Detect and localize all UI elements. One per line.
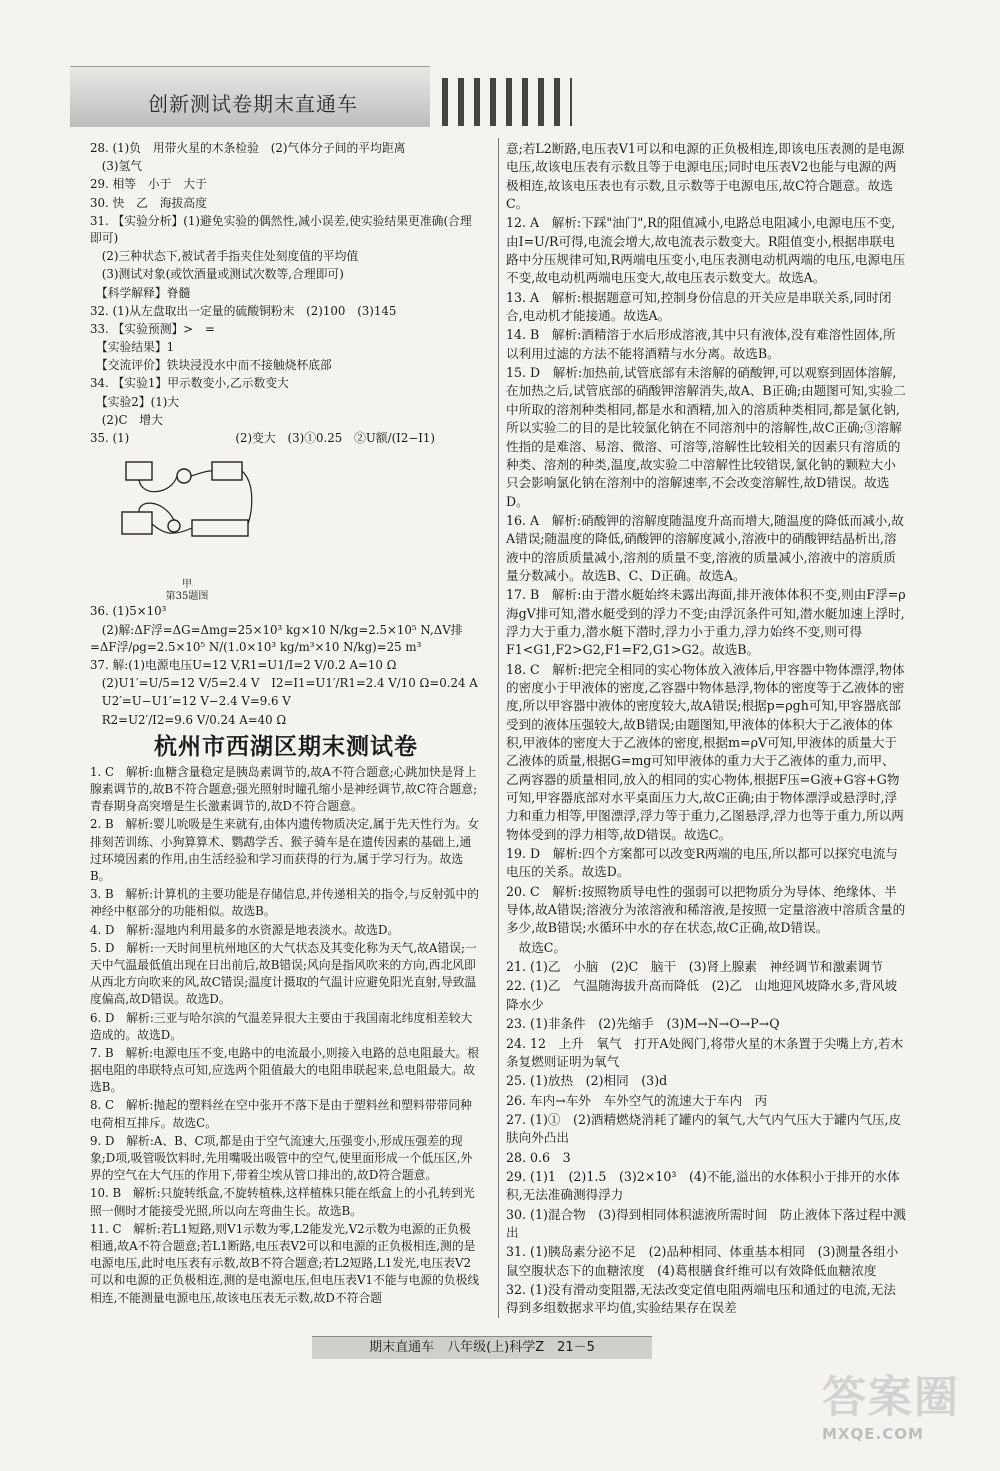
answer-item: 11. C 解析:若L1短路,则V1示数为零,L2能发光,V2示数为电源的正负极相通,故A不符合题意;若L1断路,电压表V2可以和电源的正负极相连,测的是电源电压,此时电压表有示数,故B不符合题意;若L2短路,L1发光,电压表V2可以和电源的正负极相连,测的是电源电压,但电压表V1不能与电源的负极线相连,不能测量电源电压,故该电压表无示数,故D不符合题 [90,1221,480,1305]
answer-item: 36. (1)5×10³ [90,604,167,619]
answer-item: 7. B 解析:电源电压不变,电路中的电流最小,则接入电路的总电阻最大。根据电阻的串联特点可知,应选两个阻值最大的电阻串联起来,总电阻最大。故选B。 [90,1045,480,1095]
figure-caption-b: 第35题图 [165,591,209,603]
answer-item: 9. D 解析:A、B、C项,都是由于空气流速大,压强变小,形成压强差的现象;D项,吸管吸饮料时,先用嘴吸出吸管中的空气,使里面形成一个低压区,外界的空气在大气压的作用下,带着尘埃从管口排出的,故D符合题意。 [90,1133,473,1183]
answer-item: (2)解:ΔF浮=ΔG=Δmg=25×10³ kg×10 N/kg=2.5×10⁵ N,ΔV排=ΔF浮/ρg=2.5×10⁵ N/(1.0×10³ kg/m³×10 N/kg)=25 m³ [90,622,463,654]
answer-item: 15. D 解析:加热前,试管底部有未溶解的硝酸钾,可以观察到固体溶解,在加热之后,试管底部的硝酸钾溶解消失,故A、B正确;由题图可知,实验二中所取的溶剂种类相同,都是水和酒精,加入的溶质种类相同,都是氯化钠,所以实验二的目的是比较氯化钠在不同溶剂中的溶解性,故C正确;③溶解性指的是难溶、易溶、微溶、可溶等,溶解性比较相关的因素只有溶质的种类、溶剂的种类,温度,故实验二中溶解性比较错误,氯化钠的颗粒大小只会影响氯化钠在溶剂中的溶解速率,不会改变溶解性,故D错误。故选D。 [506,365,906,509]
left-column [90,140,482,1308]
answer-item: 20. C 解析:按照物质导电性的强弱可以把物质分为导体、绝缘体、半导体,故A错误;溶液分为浓溶液和稀溶液,是按照一定量溶液中溶质含量的多少,故B错误;水循环中水的存在状态,故C正确,故D错误。 [506,883,906,936]
column-divider [498,138,499,1318]
answer-item: 故选C。 [506,939,567,955]
answer-item: 30. (1)混合物 (3)得到相同体积滤液所需时间 防止液体下落过程中溅出 [506,1206,906,1240]
section-title: 杭州市西湖区期末测试卷 [154,733,418,760]
answer-item: 23. (1)非条件 (2)先缩手 (3)M→N→O→P→Q [506,1016,780,1032]
answer-item: 4. D 解析:湿地内利用最多的水资源是地表淡水。故选D。 [90,922,400,937]
answer-item: 31. (1)胰岛素分泌不足 (2)品种相同、体重基本相同 (3)测量各组小鼠空腹状态下的血糖浓度 (4)葛根膳食纤维可以有效降低血糖浓度 [506,1244,899,1278]
watermark-small: MXQE.COM [822,1425,924,1443]
answer-item: 32. (1)从左盘取出一定量的硫酸铜粉末 (2)100 (3)145 [90,303,397,318]
answer-item: 16. A 解析:硝酸钾的溶解度随温度升高而增大,随温度的降低而减小,故A错误;随温度的降低,硝酸钾的溶解度减小,溶液中的硝酸钾结晶析出,溶液中的溶质质量减小,溶剂的质量不变,溶液的质量减小,溶液中的溶质质量分数减小。故选B、C、D正确。故选A。 [506,512,905,583]
answer-item: 28. 0.6 3 [506,1149,571,1165]
watermark-big: 答案圈 [822,1372,960,1423]
answer-item: 【实验2】(1)大 [90,394,180,409]
right-column [506,140,906,1319]
answer-item: 1. C 解析:血糖含量稳定是胰岛素调节的,故A不符合题意;心跳加快是肾上腺素调节的,故B不符合题意;强光照射时瞳孔缩小是神经调节,故C符合题意;青春期身高突增是生长激素调节的,故D不符合题意。 [90,764,478,814]
answer-item: 8. C 解析:抛起的塑料丝在空中张开不落下是由于塑料丝和塑料带带同种电荷相互排斥。故选C。 [90,1098,472,1130]
answer-item: 32. (1)没有滑动变阻器,无法改变定值电阻两端电压和通过的电流,无法得到多组数据求平均值,实验结果存在误差 [506,1281,896,1316]
answer-item: 29. 相等 小于 大于 [90,177,207,192]
answer-item: 33. 【实验预测】> = [90,321,215,336]
page-footer: 期末直通车 八年级(上)科学Z 21－5 [312,1336,652,1359]
answer-item: 28. (1)负 用带火星的木条检验 (2)气体分子间的平均距离 [90,141,406,155]
answer-item: 18. C 解析:把完全相同的实心物体放入液体后,甲容器中物体漂浮,物体的密度小于甲液体的密度,乙容器中物体悬浮,物体的密度等于乙液体的密度,所以甲容器中液体的密度较大,故A错误;根据p=ρgh可知,甲容器底部受到的液体压强较大,故B错误;由题图知,甲液体的体积大于乙液体的体积,甲液体的密度大于乙液体的密度,根据m=ρV可知,甲液体的质量大于乙液体的质量,根据G=mg可知甲液体的重力大于乙液体的重力,而甲、乙两容器的质量相同,放入的相同的实心物体,根据F压=G液+G容+G物可知,甲容器底部对水平桌面压力大,故C正确;由于物体漂浮或悬浮时,浮力和重力相等,甲图漂浮,浮力等于重力,乙图悬浮,浮力也等于重力,所以两物体受到的浮力相等,故D错误。故选C。 [506,661,905,842]
answer-item: 意;若L2断路,电压表V1可以和电源的正负极相连,即该电压表测的是电源电压,故该电压表有示数且等于电源电压;同时电压表V2也能与电源的两极相连,故该电压表也有示数,且示数等于电源电压,故C符合题意。故选C。 [506,141,905,212]
header-stripes [442,78,572,126]
answer-item: (2)U1′=U/5=12 V/5=2.4 V I2=I1=U1′/R1=2.4 V/10 Ω=0.24 A [90,676,478,691]
answer-item: 13. A 解析:根据题意可知,控制身份信息的开关应是串联关系,同时闭合,电动机才能接通。故选A。 [506,289,892,324]
q35-text: 35. (1) (2)变大 (3)①0.25 ②U额/(I2−I1) [90,431,435,445]
answer-item: 19. D 解析:四个方案都可以改变R两端的电压,所以都可以探究电流与电压的关系。故选D。 [506,846,898,880]
answer-item: 26. 车内→车外 车外空气的流速大于车内 丙 [506,1092,768,1108]
answer-item: 21. (1)乙 小脑 (2)C 脑干 (3)肾上腺素 神经调节和激素调节 [506,959,883,975]
answer-item: (3)氢气 [90,159,143,174]
answer-item: 29. (1)1 (2)1.5 (3)2×10³ (4)不能,溢出的水体积小于排开的水体积,无法准确测得浮力 [506,1168,900,1203]
answer-item: 22. (1)乙 气温随海拔升高而降低 (2)乙 山地迎风坡降水多,背风坡降水少 [506,978,898,1012]
answer-item: 14. B 解析:酒精溶于水后形成溶液,其中只有液体,没有难溶性固体,所以利用过滤的方法不能将酒精与水分离。故选B。 [506,327,896,361]
answer-item: U2′=U−U1′=12 V−2.4 V=9.6 V [90,694,291,709]
answer-item: 【实验结果】1 [90,340,175,355]
answer-item: R2=U2′/I2=9.6 V/0.24 A=40 Ω [90,712,287,727]
answer-item: 【交流评价】铁块浸没水中而不接触烧杯底部 [90,358,332,373]
figure-caption-a: 甲 [182,579,192,591]
answer-item: 3. B 解析:计算机的主要功能是存储信息,并传递相关的指令,与反射弧中的神经中枢部分的功能相似。故选B。 [90,887,480,919]
answer-item: 【科学解释】脊髓 [90,285,191,300]
answer-item: 30. 快 乙 海拔高度 [90,195,207,210]
answer-item: 24. 12 上升 氧气 打开A处阀门,将带火星的木条置于尖嘴上方,若木条复燃则证明为氧气 [506,1035,904,1069]
answer-item: 34. 【实验1】甲示数变小,乙示数变大 [90,376,289,391]
answer-item: 25. (1)放热 (2)相同 (3)d [506,1073,668,1089]
answer-item: 2. B 解析:婴儿吮吸是生来就有,由体内遗传物质决定,属于先天性行为。女排刻苦训练、小狗算算术、鹦鹉学舌、猴子骑车是在遗传因素的基础上,通过环境因素的作用,由生活经验和学习而获得的行为,属于学习行为。故选B。 [90,817,480,883]
answer-item: 6. D 解析:三亚与哈尔滨的气温差异很大主要由于我国南北纬度相差较大造成的。故选D。 [90,1010,473,1042]
header-title: 创新测试卷期末直通车 [148,92,358,116]
circuit-diagram [112,454,262,572]
answer-item: 27. (1)① (2)酒精燃烧消耗了罐内的氧气,大气内气压大于罐内气压,皮肤向外凸出 [506,1111,902,1146]
answer-item: 10. B 解析:只旋转纸盒,不旋转植株,这样植株只能在纸盒上的小孔转到光照一侧时才能接受光照,所以向左弯曲生长。故选B。 [90,1186,475,1218]
watermark-logo [822,1361,960,1443]
header-banner [70,66,510,126]
answer-item: 5. D 解析:一天时间里杭州地区的大气状态及其变化称为天气,故A错误;一天中气温最低值出现在日出前后,故B错误;风向是指风吹来的方向,西北风即从西北方向吹来的风,故C错误;温度计摄取的气温计应避免阳光直射,导致温度偏高,故D错误。故选D。 [90,940,477,1007]
answer-item: 31. 【实验分析】(1)避免实验的偶然性,减小误差,使实验结果更准确(合理即可) [90,213,472,245]
answer-item: 17. B 解析:由于潜水艇始终未露出海面,排开液体体积不变,则由F浮=ρ海gV排可知,潜水艇受到的浮力不变;由浮沉条件可知,潜水艇加速上浮时,浮力大于重力,潜水艇下潜时,浮力小于重力,浮力始终不变,则可得F1<G1,F2>G2,F1=F2,G1>G2。故选B。 [506,587,906,658]
answer-item: (3)测试对象(或饮酒量或测试次数等,合理即可) [90,267,344,282]
answer-item: 12. A 解析:下踩"油门",R的阻值减小,电路总电阻减小,电源电压不变,由I=U/R可得,电流会增大,故电流表示数变大。R阻值变小,根据串联电路中分压规律可知,R两端电压变小,电压表测电动机两端的电压,电源电压不变,故电动机两端电压变大,故电压表示数变大。故选A。 [506,215,906,286]
answer-item: (2)C 增大 [90,412,163,427]
answer-item: 37. 解:(1)电源电压U=12 V,R1=U1/I=2 V/0.2 A=10 Ω [90,657,397,672]
answer-item: (2)三种状态下,被试者手指夹住处刻度值的平均值 [90,249,359,264]
